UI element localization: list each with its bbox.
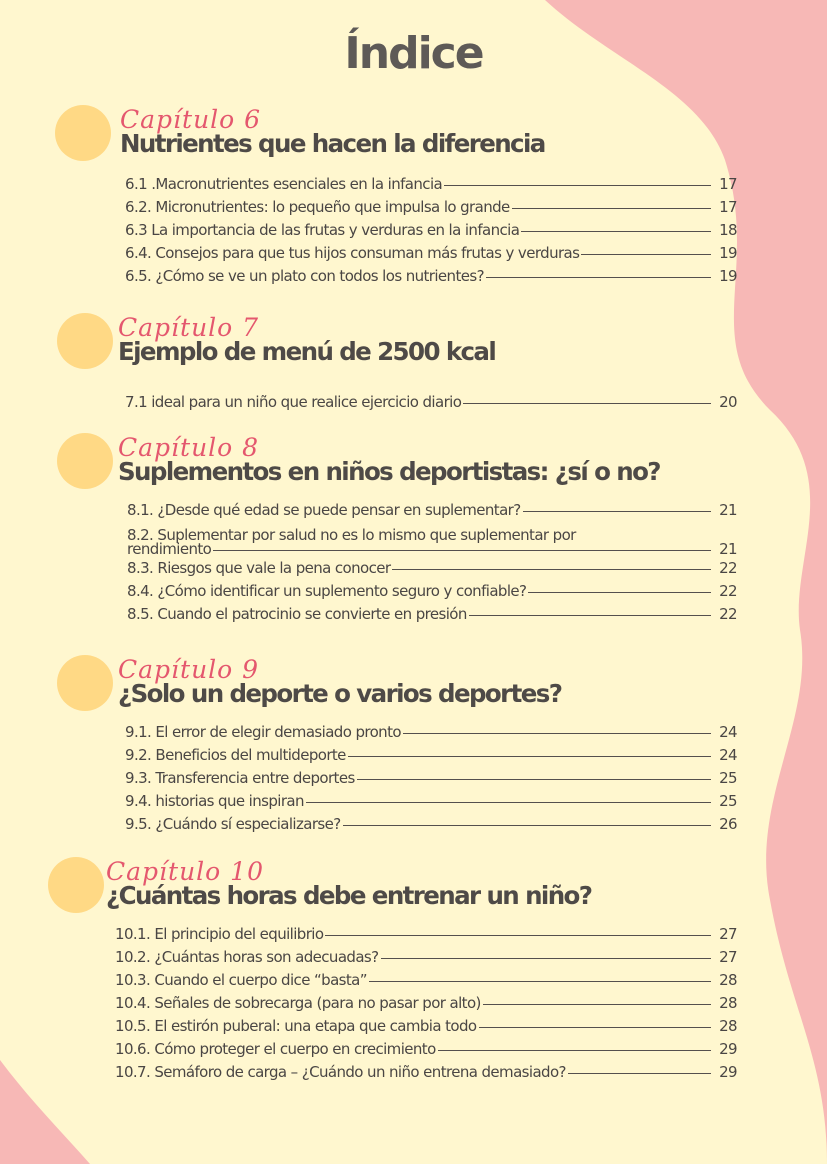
chapter-heading: ¿Cuántas horas debe entrenar un niño? [106,881,592,910]
dot-leader [325,935,711,936]
toc-entry[interactable]: 6.4. Consejos para que tus hijos consuman más frutas y verduras 19 [125,244,737,262]
toc-entry[interactable]: 6.5. ¿Cómo se ve un plato con todos los nutrientes? 19 [125,267,737,285]
dot-leader [357,779,711,780]
dot-leader [581,254,711,255]
toc-entry[interactable]: 9.5. ¿Cuándo sí especializarse? 26 [125,815,737,833]
dot-leader [348,756,711,757]
chapter-toc [127,501,737,628]
page-title: Índice [344,28,483,79]
toc-entry[interactable]: 9.2. Beneficios del multideporte 24 [125,746,737,764]
dot-leader [369,981,711,982]
dot-leader [523,511,711,512]
chapter-toc [125,393,737,416]
toc-entry[interactable]: 8.3. Riesgos que vale la pena conocer 22 [127,559,737,577]
chapter-toc [125,723,737,838]
dot-leader [306,802,711,803]
toc-entry[interactable]: 6.2. Micronutrientes: lo pequeño que impulsa lo grande 17 [125,198,737,216]
toc-entry[interactable]: 10.7. Semáforo de carga – ¿Cuándo un niño entrena demasiado? 29 [115,1063,737,1081]
chapter-script-label: Capítulo 8 [118,433,260,462]
chapter-script-label: Capítulo 7 [118,313,260,342]
chapter-script-label: Capítulo 6 [120,105,262,134]
chapter-heading: Ejemplo de menú de 2500 kcal [118,337,496,366]
dot-leader [403,733,711,734]
chapter-toc [115,925,737,1086]
toc-entry[interactable]: 6.3 La importancia de las frutas y verduras en la infancia 18 [125,221,737,239]
dot-leader [486,277,711,278]
toc-entry[interactable]: 9.4. historias que inspiran 25 [125,792,737,810]
chapter-script-label: Capítulo 9 [118,655,260,684]
dot-leader [392,569,711,570]
dot-leader [568,1073,711,1074]
dot-leader [463,403,711,404]
chapter-circle-decoration [55,105,111,161]
chapter-circle-decoration [57,313,113,369]
toc-entry[interactable]: 8.2. Suplementar por salud no es lo mismo que suplementar por rendimiento 21 [127,526,737,558]
toc-entry[interactable]: 8.5. Cuando el patrocinio se convierte en presión 22 [127,605,737,623]
chapter-circle-decoration [48,857,104,913]
dot-leader [528,592,711,593]
toc-entry[interactable]: 9.1. El error de elegir demasiado pronto 24 [125,723,737,741]
dot-leader [438,1050,711,1051]
dot-leader [381,958,711,959]
dot-leader [483,1004,711,1005]
dot-leader [444,185,711,186]
toc-entry[interactable]: 7.1 ideal para un niño que realice ejercicio diario 20 [125,393,737,411]
chapter-script-label: Capítulo 10 [106,857,264,886]
toc-entry[interactable]: 8.1. ¿Desde qué edad se puede pensar en suplementar? 21 [127,501,737,519]
dot-leader [479,1027,712,1028]
chapter-toc [125,175,737,290]
toc-entry[interactable]: 10.5. El estirón puberal: una etapa que cambia todo 28 [115,1017,737,1035]
toc-entry[interactable]: 10.4. Señales de sobrecarga (para no pasar por alto) 28 [115,994,737,1012]
dot-leader [469,615,711,616]
dot-leader [521,231,711,232]
toc-entry[interactable]: 8.4. ¿Cómo identificar un suplemento seguro y confiable? 22 [127,582,737,600]
toc-entry[interactable]: 9.3. Transferencia entre deportes 25 [125,769,737,787]
chapter-heading: Nutrientes que hacen la diferencia [120,129,545,158]
chapter-circle-decoration [57,655,113,711]
chapter-heading: Suplementos en niños deportistas: ¿sí o no? [118,457,660,486]
dot-leader [213,550,711,551]
toc-entry[interactable]: 10.1. El principio del equilibrio 27 [115,925,737,943]
chapter-heading: ¿Solo un deporte o varios deportes? [118,679,562,708]
dot-leader [512,208,711,209]
toc-entry[interactable]: 10.3. Cuando el cuerpo dice “basta” 28 [115,971,737,989]
chapter-circle-decoration [57,433,113,489]
toc-entry[interactable]: 10.6. Cómo proteger el cuerpo en crecimiento 29 [115,1040,737,1058]
toc-entry[interactable]: 10.2. ¿Cuántas horas son adecuadas? 27 [115,948,737,966]
dot-leader [343,825,711,826]
toc-entry[interactable]: 6.1 .Macronutrientes esenciales en la infancia 17 [125,175,737,193]
